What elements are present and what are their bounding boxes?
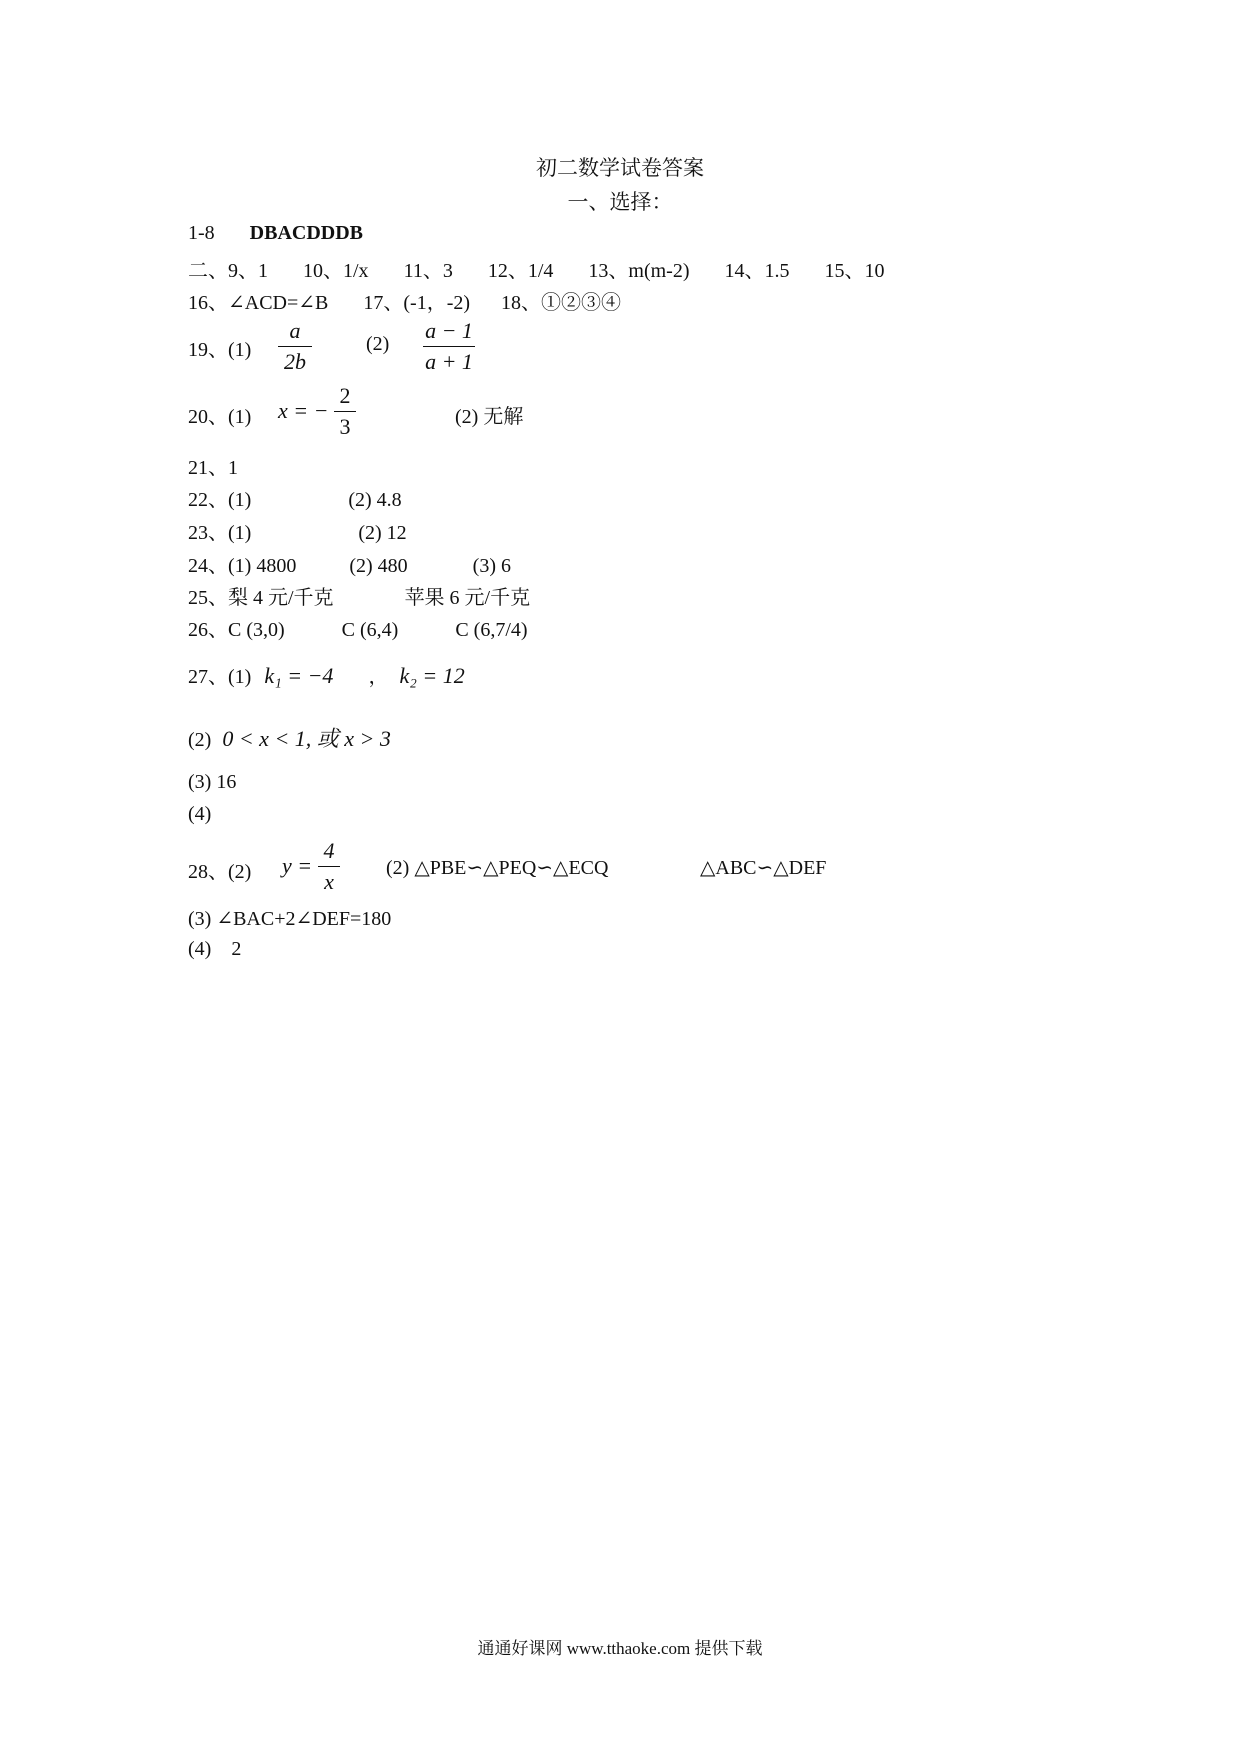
q28-part2: (2) △PBE∽△PEQ∽△ECQ <box>386 857 609 879</box>
answer-row-16-18 <box>188 286 621 315</box>
q18-answer: 18、①②③④ <box>501 292 622 314</box>
answer-row-27-1 <box>188 660 465 689</box>
answer-row-27-2 <box>188 722 391 753</box>
q15-answer: 15、10 <box>824 260 885 282</box>
q27-part3: (3) 16 <box>188 771 237 793</box>
q19-part2-label: (2) <box>366 333 390 355</box>
q10-answer: 10、1/x <box>303 260 369 282</box>
page-title: 初二数学试卷答案 <box>536 156 704 180</box>
q28-part4: (4) 2 <box>188 938 242 960</box>
q26-part1: 26、C (3,0) <box>188 619 285 641</box>
q27-k2: k₂ = 12 <box>399 663 465 688</box>
q27-part2-expr: 0 < x < 1, 或 x > 3 <box>222 726 391 751</box>
q26-part3: C (6,7/4) <box>455 619 528 641</box>
q17-answer: 17、(-1，-2) <box>363 292 471 314</box>
q19-f2-denominator: a + 1 <box>425 349 473 374</box>
q26-part2: C (6,4) <box>341 619 399 641</box>
q20-label: 20、(1) <box>188 406 252 428</box>
q28-label: 28、(2) <box>188 861 252 883</box>
q20-lhs: x = − <box>278 398 329 423</box>
q24-part1: 24、(1) 4800 <box>188 555 297 577</box>
answer-row-22 <box>188 483 402 512</box>
q19-f1-denominator: 2b <box>284 349 306 374</box>
q28-denominator: x <box>324 869 334 894</box>
q25-part2: 苹果 6 元/千克 <box>404 587 531 609</box>
q1-8-label: 1-8 <box>188 222 215 244</box>
q28-part2-b: △ABC∽△DEF <box>700 857 827 879</box>
q11-answer: 11、3 <box>403 260 453 282</box>
q22-part2: (2) 4.8 <box>348 489 402 511</box>
q14-answer: 14、1.5 <box>724 260 790 282</box>
q28-part3: (3) ∠BAC+2∠DEF=180 <box>188 908 392 930</box>
page-footer: 通通好课网 www.tthaoke.com 提供下载 <box>477 1639 763 1658</box>
section-heading-choice: 一、选择： <box>567 190 673 214</box>
q13-answer: 13、m(m-2) <box>588 260 690 282</box>
q27-part4: (4) <box>188 803 212 825</box>
q20-denominator: 3 <box>339 414 351 439</box>
q16-answer: 16、∠ACD=∠B <box>188 292 329 314</box>
q19-fraction-1 <box>278 318 312 375</box>
q22-part1: 22、(1) <box>188 489 252 511</box>
q1-8-answer: DBACDDDB <box>249 222 364 244</box>
q24-part2: (2) 480 <box>349 555 408 577</box>
q27-k1: k₁ = −4 <box>264 663 334 688</box>
q20-fraction <box>334 383 356 440</box>
q20-numerator: 2 <box>339 383 351 408</box>
q19-label: 19、(1) <box>188 339 252 361</box>
q27-label: 27、(1) <box>188 666 252 688</box>
q9-answer: 二、9、1 <box>188 260 268 282</box>
q19-f1-numerator: a <box>289 318 301 343</box>
q27-separator: ， <box>368 666 389 688</box>
q24-part3: (3) 6 <box>472 555 511 577</box>
q20-part2: (2) 无解 <box>455 406 524 428</box>
q19-fraction-2 <box>423 318 475 375</box>
q28-lhs: y = <box>282 853 313 878</box>
q25-part1: 25、梨 4 元/千克 <box>188 587 334 609</box>
answer-row-9-15 <box>188 254 884 283</box>
q23-part2: (2) 12 <box>358 522 407 544</box>
answer-row-24 <box>188 549 511 578</box>
answer-row-23 <box>188 516 407 545</box>
answer-row-1-8 <box>188 222 363 245</box>
q23-part1: 23、(1) <box>188 522 252 544</box>
q19-f2-numerator: a − 1 <box>425 318 473 343</box>
q12-answer: 12、1/4 <box>487 260 554 282</box>
q21-answer: 21、1 <box>188 457 238 479</box>
q28-numerator: 4 <box>323 838 335 863</box>
answer-row-26 <box>188 613 528 642</box>
answer-row-25 <box>188 581 530 610</box>
q28-fraction <box>318 838 340 895</box>
q27-part2-label: (2) <box>188 729 212 751</box>
